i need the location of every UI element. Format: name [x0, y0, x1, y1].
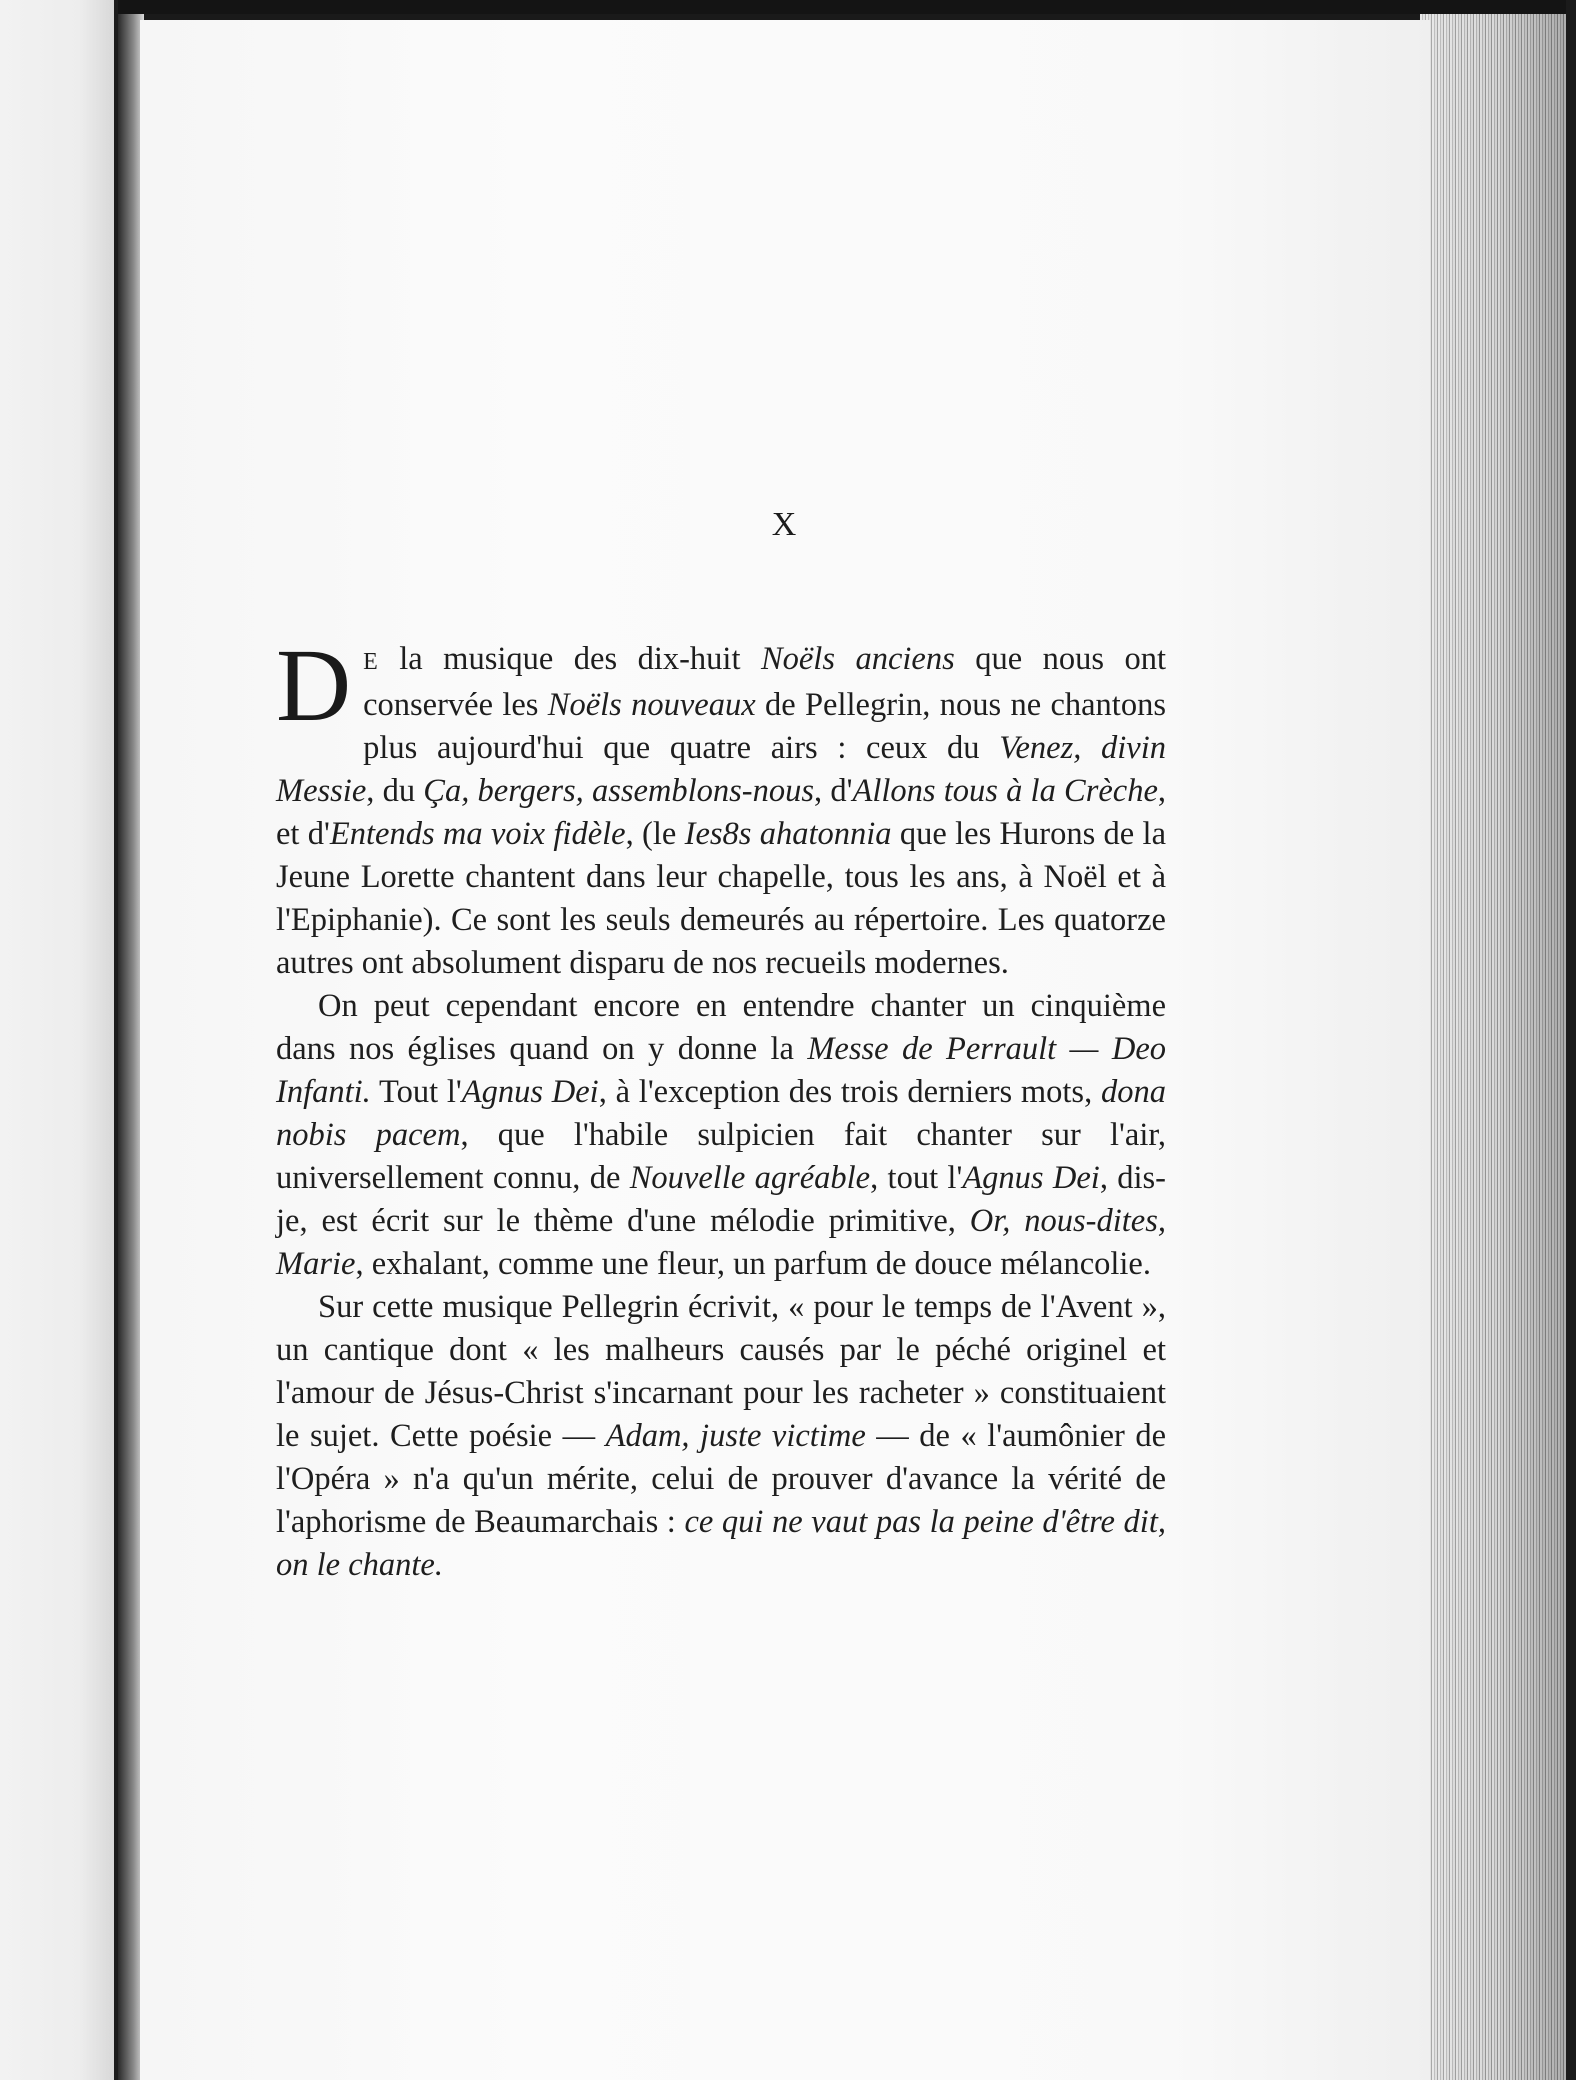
italic-title: Allons tous à la Crèche: [852, 773, 1158, 809]
italic-title: Nouvelle agréable: [629, 1160, 871, 1196]
text-run: , tout l': [870, 1160, 963, 1196]
text-run: , et d': [276, 773, 1167, 852]
italic-quote: ce qui ne vaut pas la peine d'être dit, on le chante.: [276, 1504, 1166, 1583]
italic-title: Noëls nouveaux: [547, 687, 756, 723]
drop-cap: D: [276, 628, 352, 743]
italic-title: Ça, bergers, assemblons-nous: [423, 773, 815, 809]
text-run: que les Hurons de la Jeune Lorette chantent dans leur chapelle, tous les ans, à Noël et à l'Epiphanie). Ce sont les seuls demeurés au répertoire. Les quatorze autres ont absolument disparu de nos recueils modernes.: [276, 816, 1166, 981]
book-page: [140, 20, 1430, 2080]
paragraph-1: [276, 628, 1167, 985]
italic-title: Entends ma voix fidèle: [329, 816, 626, 852]
italic-title: Agnus Dei: [962, 1160, 1100, 1196]
italic-title: Or, nous-dites, Marie: [276, 1203, 1166, 1282]
text-run: , d': [814, 773, 853, 809]
italic-title: Agnus Dei: [461, 1074, 599, 1110]
italic-title: Venez, divin Messie: [276, 730, 1166, 809]
text-run: On peut cependant encore en entendre chanter un cinquième dans nos églises quand on y donne la: [276, 988, 1166, 1067]
scan-right-border: [1566, 0, 1576, 2080]
text-run: de Pellegrin, nous ne chantons plus aujourd'hui que quatre airs : ceux du: [363, 687, 1166, 766]
text-run: la musique des dix-huit: [378, 641, 761, 677]
text-run: , exhalant, comme une fleur, un parfum de douce mélancolie.: [355, 1246, 1151, 1282]
text-run: , à l'exception des trois derniers mots,: [598, 1074, 1101, 1110]
text-run: , du: [366, 773, 424, 809]
small-cap: E: [363, 649, 379, 675]
paragraph-2: [276, 985, 1166, 1286]
italic-title: Noëls anciens: [760, 641, 955, 677]
italic-title: Adam, juste victime: [605, 1418, 866, 1454]
text-run: , dis-je, est écrit sur le thème d'une mélodie primitive,: [276, 1160, 1167, 1239]
text-run: que nous ont conservée les: [363, 641, 1166, 723]
italic-title: dona nobis pacem: [276, 1074, 1166, 1153]
chapter-number: X: [771, 506, 799, 543]
italic-title: Ies8s ahatonnia: [684, 816, 892, 852]
facing-page-edge: [0, 0, 118, 2080]
text-run: Tout l': [370, 1074, 462, 1110]
italic-title: Messe de Perrault — Deo Infanti.: [276, 1031, 1166, 1110]
paragraph-3: [276, 1286, 1166, 1587]
page-edge-shading: [1420, 14, 1570, 2080]
body-text: [276, 628, 1167, 1587]
text-run: , (le: [625, 816, 685, 852]
text-run: , que l'habile sulpicien fait chanter sur l'air, universellement connu, de: [276, 1117, 1167, 1196]
text-run: — de « l'aumônier de l'Opéra » n'a qu'un mérite, celui de prouver d'avance la vérité de l'aphorisme de Beaumarchais :: [276, 1418, 1166, 1540]
scan-top-border: [0, 0, 1576, 14]
text-run: Sur cette musique Pellegrin écrivit, « pour le temps de l'Avent », un cantique dont « les malheurs causés par le péché originel et l'amour de Jésus-Christ s'incarnant pour les racheter » constituaient le sujet. Cette poésie —: [276, 1289, 1166, 1454]
